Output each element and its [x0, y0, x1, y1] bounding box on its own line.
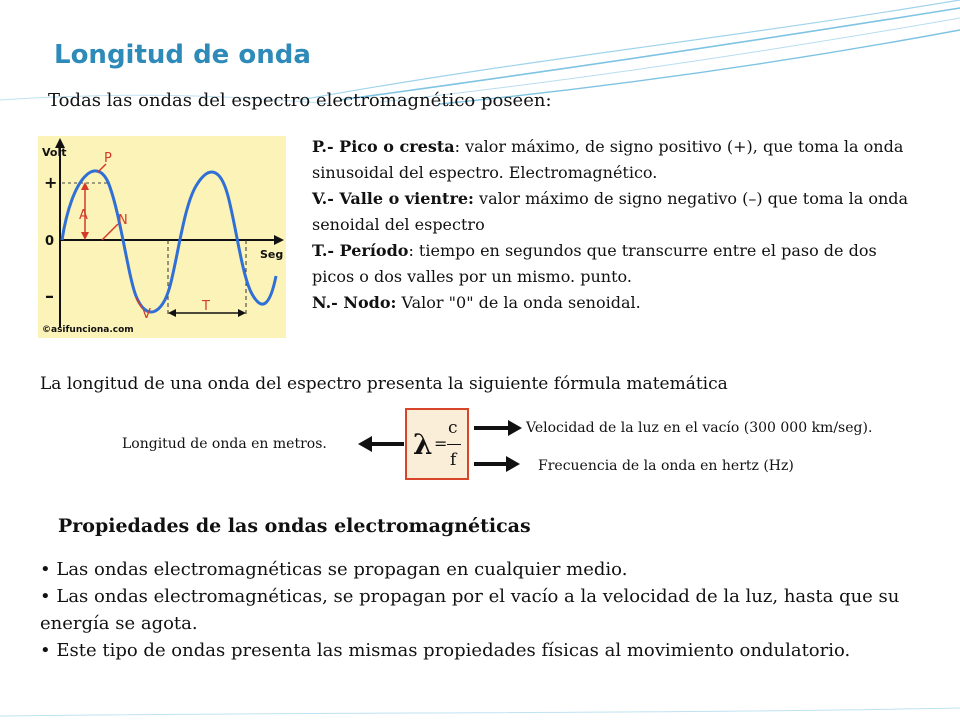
properties-list: [40, 556, 920, 664]
definition-term: P.- Pico o cresta: [312, 137, 455, 156]
formula-numerator: c: [448, 418, 458, 438]
lambda-symbol: λ: [413, 428, 433, 461]
list-item: [40, 637, 920, 664]
arrow-to-lambda-label: [358, 436, 404, 452]
definition-text: : tiempo en segundos que transcurre entre el paso de dos picos o dos valles por un mismo. punto.: [312, 241, 877, 286]
definition-period: [312, 238, 912, 290]
definition-text: valor máximo de signo negativo (–) que toma la onda senoidal del espectro: [312, 189, 909, 234]
list-item-text: Este tipo de ondas presenta las mismas propiedades físicas al movimiento ondulatorio.: [56, 640, 851, 661]
definition-term: V.- Valle o vientre:: [312, 189, 474, 208]
definition-text: : valor máximo, de signo positivo (+), que toma la onda sinusoidal del espectro. Electromagnético.: [312, 137, 904, 182]
bullet-icon: •: [40, 640, 51, 661]
definition-valley: [312, 186, 912, 238]
period-label: T: [202, 299, 210, 314]
slide-title: Longitud de onda: [54, 40, 311, 70]
definition-text: Valor "0" de la onda senoidal.: [396, 293, 641, 312]
list-item-text: Las ondas electromagnéticas, se propagan por el vacío a la velocidad de la luz, hasta que su energía se agota.: [40, 586, 900, 634]
x-axis-label: Seg: [260, 248, 284, 261]
minus-label: –: [45, 286, 54, 307]
amplitude-label: A: [79, 208, 88, 223]
fraction-bar: [447, 444, 461, 445]
c-description: Velocidad de la luz en el vacío (300 000 km/seg).: [526, 420, 873, 436]
definition-term: T.- Período: [312, 241, 409, 260]
definitions-list: [312, 134, 912, 316]
arrow-to-c-label: [474, 420, 522, 436]
zero-label: 0: [45, 234, 55, 249]
list-item: [40, 556, 920, 583]
list-item-text: Las ondas electromagnéticas se propagan en cualquier medio.: [56, 559, 628, 580]
equals-sign: =: [434, 434, 448, 453]
properties-heading: Propiedades de las ondas electromagnéticas: [58, 515, 531, 537]
sine-wave-figure: [38, 136, 286, 338]
formula-denominator: f: [450, 450, 457, 470]
plus-label: +: [44, 173, 58, 192]
y-axis-label: Volt: [42, 146, 67, 159]
figure-credit: ©asifunciona.com: [42, 325, 134, 335]
bullet-icon: •: [40, 586, 51, 607]
formula-intro-text: La longitud de una onda del espectro presenta la siguiente fórmula matemática: [40, 374, 728, 394]
valley-label: V: [142, 307, 151, 322]
definition-term: N.- Nodo:: [312, 293, 397, 312]
definition-node: [312, 290, 912, 316]
list-item: [40, 583, 920, 637]
lambda-description: Longitud de onda en metros.: [122, 436, 327, 452]
node-label: N: [118, 213, 128, 228]
intro-text: Todas las ondas del espectro electromagnético poseen:: [48, 90, 552, 111]
arrow-to-f-label: [474, 456, 520, 472]
wavelength-formula: [405, 408, 469, 480]
definition-peak: [312, 134, 912, 186]
f-description: Frecuencia de la onda en hertz (Hz): [538, 458, 794, 474]
bullet-icon: •: [40, 559, 51, 580]
peak-label: P: [104, 151, 112, 166]
